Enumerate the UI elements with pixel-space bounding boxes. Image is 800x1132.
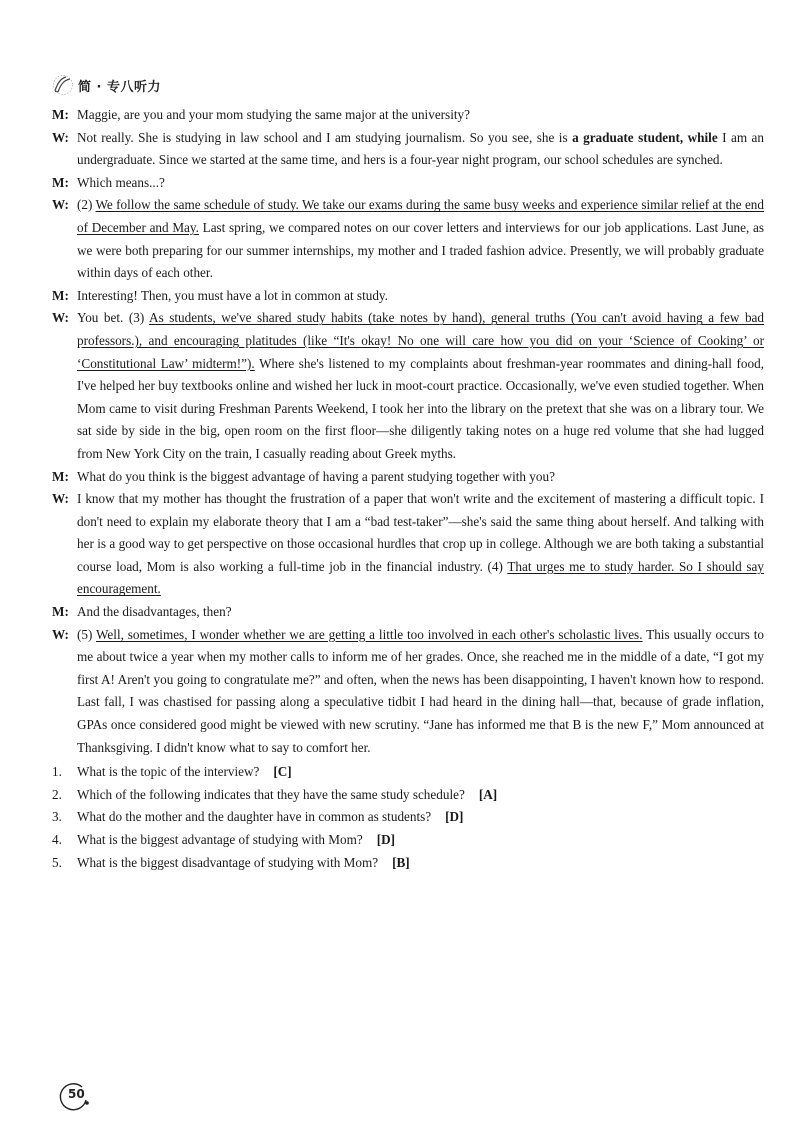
question-item	[52, 784, 764, 807]
dialogue-text-segment: This usually occurs to me about twice a year when my mother calls to inform me of her grades. Once, she reached me in the middle of a date, “I got my first A! Aren't you going to congratulate me?” and often, when the news has been disappointing, I haven't known how to respond. Last fall, I was chastised for passing along a speculative tidbit I had heard in the dining hall—that, because of grade inflation, GPAs once considered good might be viewed with new scrutiny. “Jane has informed me that B is the new F,” Mom announced at Thanksgiving. I didn't know what to say to comfort her.	[77, 626, 765, 755]
dialogue-turn	[52, 285, 764, 308]
dialogue-text	[77, 307, 764, 465]
speaker-label: M:	[52, 287, 69, 303]
speaker-label: W:	[52, 129, 69, 145]
dialogue-text	[77, 194, 764, 284]
underlined-answer-text: That urges me to study harder. So I should say encouragement.	[77, 558, 764, 597]
question-text: What is the biggest advantage of studying with Mom?	[77, 832, 363, 847]
speaker-label: W:	[52, 310, 69, 326]
dialogue-text	[77, 466, 764, 489]
header-title: 简 · 专八听力	[78, 79, 161, 95]
page-number: 50	[68, 1087, 85, 1101]
dialogue-text-segment: What do you think is the biggest advantage of having a parent studying together with you?	[77, 468, 555, 484]
speaker-label: W:	[52, 626, 69, 642]
dialogue-text	[77, 172, 764, 195]
speaker-label: W:	[52, 197, 69, 213]
dialogue-text-segment: Maggie, are you and your mom studying the same major at the university?	[77, 107, 470, 122]
dialogue-turn	[52, 104, 764, 127]
underlined-answer-text: As students, we've shared study habits (take notes by hand), general truths (You can't avoid having a few bad professors.), and encouraging platitudes (like “It's okay! No one will care how you did on your ‘Science of Cooking’ or ‘Constitutional Law’ midterm!”).	[77, 310, 764, 371]
speaker-label: M:	[52, 604, 69, 620]
answer-key: [D]	[376, 832, 395, 847]
question-number: 4.	[52, 832, 62, 847]
dialogue-text-segment: Which means...?	[77, 174, 165, 190]
dialogue-text-segment: Where she's listened to my complaints about freshman-year roommates and dining-hall food, I've helped her buy textbooks online and wished her luck in moot-court practice. Occasionally, we've even studied together. When Mom came to visit during Freshman Parents Weekend, I took her into the library on the pretext that she was on a library tour. We sat side by side in the big, open room on the first floor—she diligently taking notes on a huge red volume that she had lugged from New York City on the train, I casually reading about Greek myths.	[77, 355, 764, 461]
dialogue-text-segment: a graduate student, while	[572, 129, 718, 145]
dialogue	[52, 104, 764, 759]
underlined-answer-text: We follow the same schedule of study. We take our exams during the same busy weeks and experience similar relief at the end of December and May.	[77, 197, 764, 235]
speaker-label: M:	[52, 107, 69, 122]
dialogue-turn	[52, 601, 764, 624]
transcript-body	[52, 104, 764, 874]
dialogue-text	[77, 127, 764, 172]
dialogue-turn	[52, 194, 764, 284]
question-text: What do the mother and the daughter have in common as students?	[77, 809, 432, 825]
book-logo-icon	[52, 74, 74, 96]
question-number: 5.	[52, 854, 62, 870]
dialogue-text-segment: (2)	[77, 197, 96, 213]
question-list	[52, 761, 764, 874]
dialogue-text-segment: I know that my mother has thought the frustration of a paper that won't write and the excitement of mastering a difficult topic. I don't need to explain my elaborate theory that I am a “bad test-taker”—she's said the same thing about herself. And talking with her is a good way to get perspective on those occasional hurdles that crop up in college. Although we are both taking a substantial course load, Mom is also working a full-time job in the financial industry. (4)	[77, 491, 764, 574]
page-header	[52, 70, 161, 100]
dialogue-text-segment: Interesting! Then, you must have a lot in common at study.	[77, 287, 388, 303]
dialogue-turn	[52, 127, 764, 172]
question-text: Which of the following indicates that they have the same study schedule?	[77, 786, 465, 802]
dialogue-text-segment: (5)	[77, 626, 97, 642]
question-item	[52, 761, 764, 784]
question-number: 3.	[52, 809, 62, 825]
dialogue-turn	[52, 488, 764, 601]
question-number: 2.	[52, 786, 62, 802]
answer-key: [C]	[273, 764, 292, 780]
answer-key: [B]	[392, 854, 410, 870]
page-number-badge	[56, 1080, 90, 1114]
dialogue-text	[77, 601, 764, 624]
dialogue-turn	[52, 466, 764, 489]
dialogue-text-segment: I am an undergraduate. Since we started at the same time, and hers is a four-year night program, our school schedules are synched.	[77, 129, 765, 168]
dialogue-turn	[52, 172, 764, 195]
question-item	[52, 806, 764, 829]
dialogue-turn	[52, 307, 764, 465]
speaker-label: M:	[52, 174, 69, 190]
question-text: What is the biggest disadvantage of studying with Mom?	[77, 854, 379, 870]
dialogue-text-segment: Not really. She is studying in law school and I am studying journalism. So you see, she is	[77, 129, 573, 145]
dialogue-text	[77, 104, 764, 127]
dialogue-text	[77, 624, 764, 760]
answer-key: [D]	[445, 809, 464, 825]
question-number: 1.	[52, 764, 62, 780]
question-text: What is the topic of the interview?	[77, 764, 260, 780]
speaker-label: W:	[52, 491, 69, 507]
dialogue-text-segment: And the disadvantages, then?	[77, 604, 232, 620]
dialogue-turn	[52, 624, 764, 760]
dialogue-text	[77, 285, 764, 308]
question-item	[52, 829, 764, 852]
answer-key: [A]	[478, 786, 498, 802]
speaker-label: M:	[52, 468, 69, 484]
question-item	[52, 852, 764, 875]
dialogue-text-segment: Last spring, we compared notes on our cover letters and interviews for our job applications. Last June, as we were both preparing for our summer internships, my mother and I traded fashion advice. Presently, we will probably graduate within days of each other.	[77, 219, 764, 281]
dialogue-text	[77, 488, 764, 601]
dialogue-text-segment: You bet. (3)	[77, 310, 150, 326]
underlined-answer-text: Well, sometimes, I wonder whether we are getting a little too involved in each other's scholastic lives.	[96, 626, 643, 642]
